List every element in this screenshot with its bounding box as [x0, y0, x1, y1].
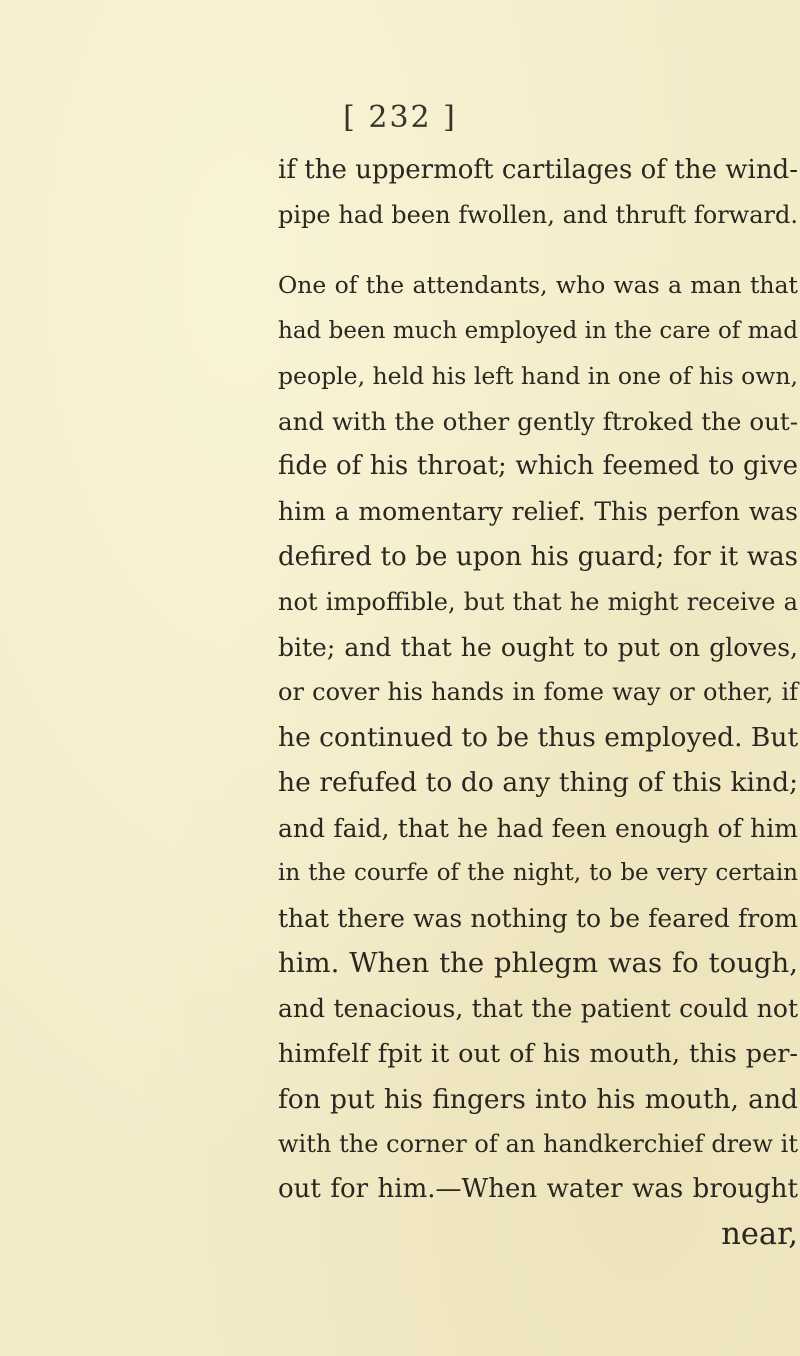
paragraph-2	[278, 263, 798, 1212]
body-text	[278, 148, 798, 1258]
page-number: [ 232 ]	[343, 100, 457, 135]
text-line: himfelf fpit it out of his mouth, this per-	[278, 1038, 798, 1069]
text-line: in the courfe of the night, to be very certain	[278, 859, 798, 886]
text-line: and tenacious, that the patient could not	[278, 994, 798, 1024]
text-line: had been much employed in the care of mad	[278, 317, 798, 344]
text-line: that there was nothing to be feared from	[278, 904, 798, 933]
text-line: fide of his throat; which feemed to give	[278, 451, 798, 482]
text-line: not impoffible, but that he might receive a	[278, 587, 798, 616]
text-line: pipe had been fwollen, and thruft forward.	[278, 201, 798, 230]
text-line: and faid, that he had feen enough of him	[278, 813, 798, 843]
text-line: or cover his hands in fome way or other, if	[278, 678, 798, 707]
text-line: with the corner of an handkerchief drew it	[278, 1129, 798, 1158]
text-line: people, held his left hand in one of his own,	[278, 361, 798, 390]
text-line: if the uppermoft cartilages of the wind-	[278, 155, 798, 185]
text-line: One of the attendants, who was a man that	[278, 271, 798, 300]
text-line: him. When the phlegm was fo tough,	[278, 947, 798, 980]
text-line: and with the other gently ftroked the out-	[278, 406, 798, 436]
catchword: near,	[721, 1217, 798, 1253]
text-line: out for him.—When water was brought	[278, 1174, 798, 1205]
text-line: he continued to be thus employed. But	[278, 722, 799, 754]
paragraph-1	[278, 148, 798, 238]
text-line: fon put his fingers into his mouth, and	[278, 1083, 798, 1115]
paragraph-gap	[278, 238, 798, 263]
text-line: defired to be upon his guard; for it was	[278, 541, 798, 572]
text-line: him a momentary relief. This perfon was	[278, 497, 798, 527]
text-line: he refufed to do any thing of this kind;	[278, 767, 798, 799]
text-line: bite; and that he ought to put on gloves,	[278, 632, 798, 662]
